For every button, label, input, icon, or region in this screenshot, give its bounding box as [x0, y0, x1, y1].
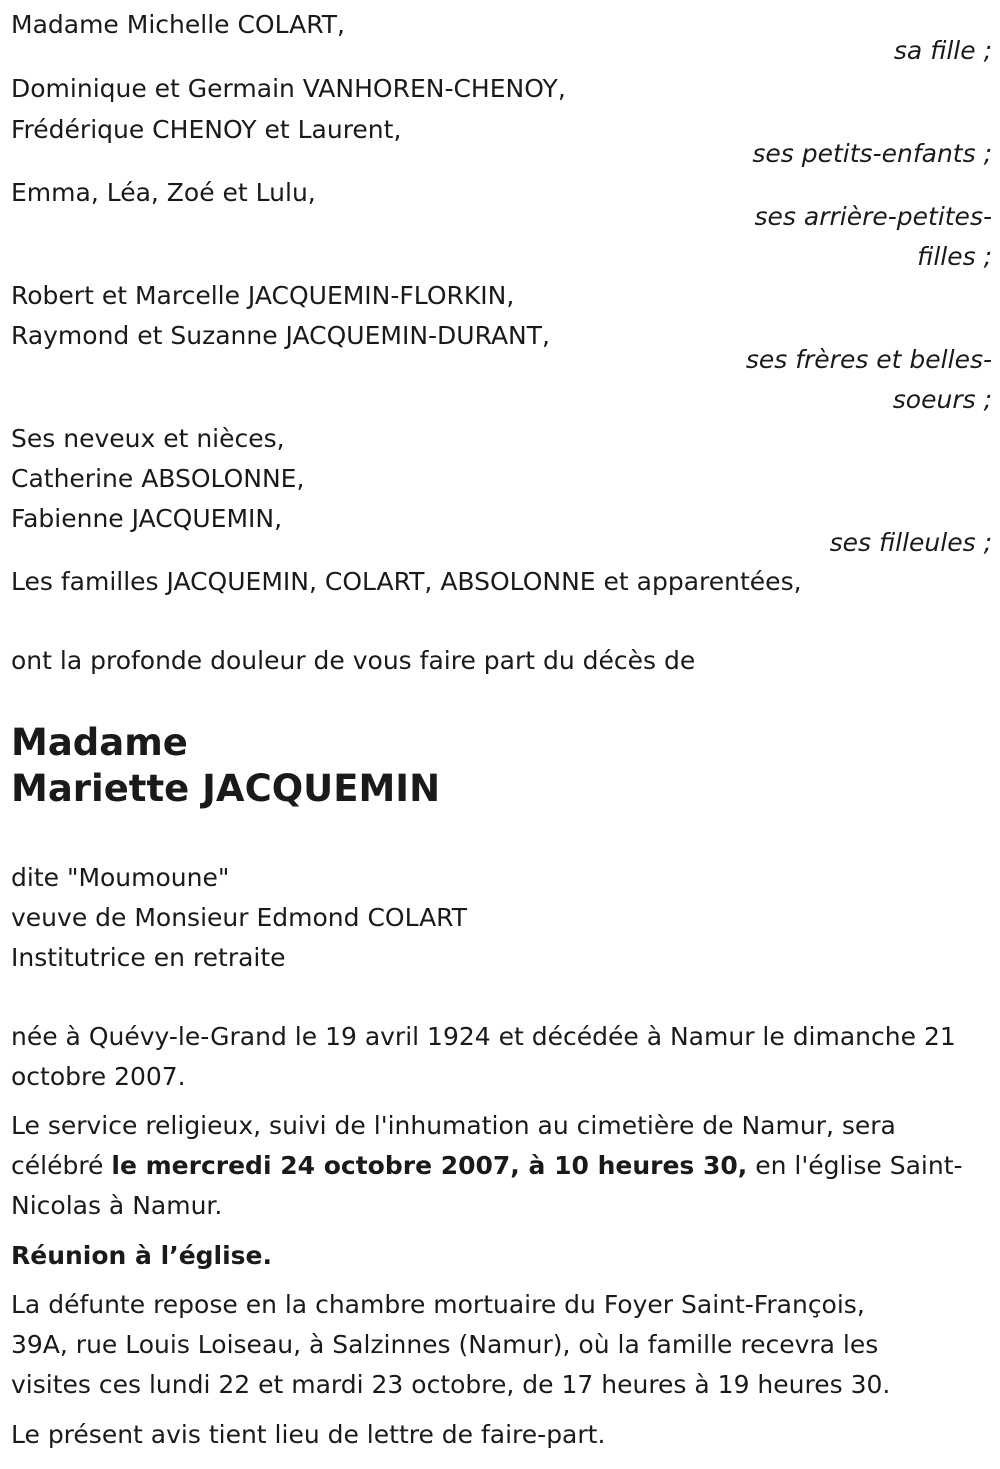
service-church: en l'église Saint- [747, 1151, 963, 1180]
announcement: ont la profonde douleur de vous faire part du décès de [11, 646, 696, 675]
role-grandchildren: ses petits-enfants ; [752, 139, 992, 168]
role-goddaughters: ses filleules ; [829, 528, 992, 557]
closing-note: Le présent avis tient lieu de lettre de faire-part. [11, 1420, 606, 1449]
family-line-families: Les familles JACQUEMIN, COLART, ABSOLONNE et apparentées, [11, 567, 802, 596]
service-line-1: Le service religieux, suivi de l'inhumation au cimetière de Namur, sera [11, 1111, 896, 1140]
family-line-sibling-1: Robert et Marcelle JACQUEMIN-FLORKIN, [11, 281, 515, 310]
service-line-3: Nicolas à Namur. [11, 1191, 223, 1220]
deceased-title: Madame [11, 721, 188, 764]
service-line-2 [11, 1153, 963, 1178]
deceased-widow: veuve de Monsieur Edmond COLART [11, 903, 468, 932]
family-line-goddaughter-1: Catherine ABSOLONNE, [11, 464, 305, 493]
service-date-time: le mercredi 24 octobre 2007, à 10 heures 30, [111, 1151, 748, 1180]
family-line-nephews: Ses neveux et nièces, [11, 424, 285, 453]
family-line-daughter: Madame Michelle COLART, [11, 10, 345, 39]
role-siblings-2: soeurs ; [892, 385, 992, 414]
family-line-grandchild-1: Dominique et Germain VANHOREN-CHENOY, [11, 74, 566, 103]
rest-line-1: La défunte repose en la chambre mortuaire du Foyer Saint-François, [11, 1290, 865, 1319]
family-line-grandchild-2: Frédérique CHENOY et Laurent, [11, 115, 402, 144]
role-daughter: sa fille ; [893, 36, 992, 65]
deceased-nickname: dite "Moumoune" [11, 863, 230, 892]
role-great-grandchildren-1: ses arrière-petites- [754, 202, 992, 231]
family-line-goddaughter-2: Fabienne JACQUEMIN, [11, 504, 283, 533]
family-line-sibling-2: Raymond et Suzanne JACQUEMIN-DURANT, [11, 321, 550, 350]
deceased-name: Mariette JACQUEMIN [11, 767, 441, 810]
role-siblings-1: ses frères et belles- [745, 345, 992, 374]
reunion-note: Réunion à l’église. [11, 1241, 273, 1270]
deceased-profession: Institutrice en retraite [11, 943, 286, 972]
service-celebrated: célébré [11, 1151, 112, 1180]
birth-death-line-2: octobre 2007. [11, 1062, 186, 1091]
birth-death-line-1: née à Quévy-le-Grand le 19 avril 1924 et décédée à Namur le dimanche 21 [11, 1022, 956, 1051]
family-line-great-grandchildren: Emma, Léa, Zoé et Lulu, [11, 178, 316, 207]
rest-line-2: 39A, rue Louis Loiseau, à Salzinnes (Namur), où la famille recevra les [11, 1330, 879, 1359]
rest-line-3: visites ces lundi 22 et mardi 23 octobre, de 17 heures à 19 heures 30. [11, 1370, 891, 1399]
role-great-grandchildren-2: filles ; [917, 242, 992, 271]
